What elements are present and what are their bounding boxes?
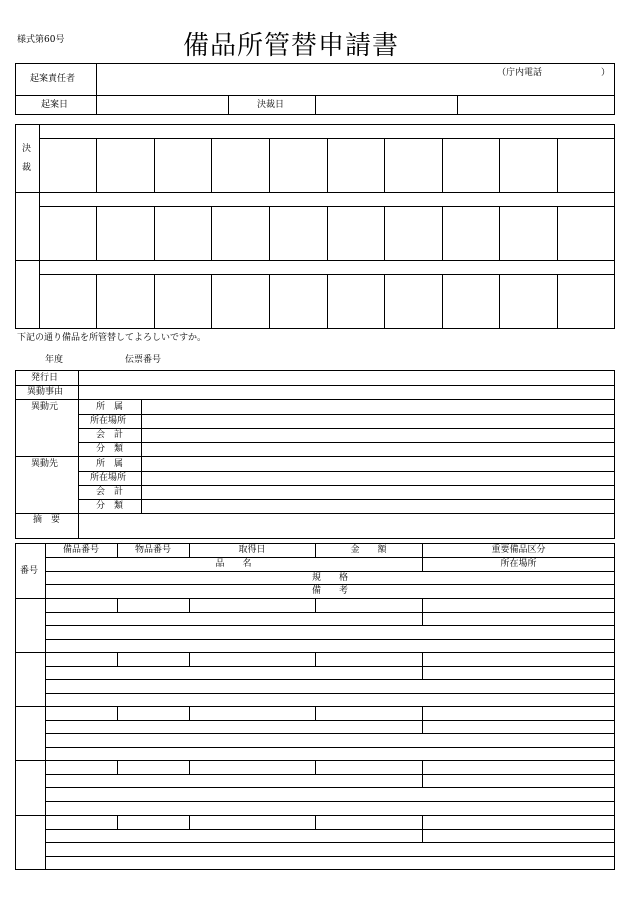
approval-stamp-cell[interactable]	[443, 275, 498, 327]
item-remarks-cell[interactable]	[46, 640, 614, 651]
origin-category-label: 分 類	[96, 444, 124, 454]
item-acquired-cell[interactable]	[190, 761, 314, 773]
approval-label-2: 裁	[22, 163, 32, 173]
item-number-cell[interactable]	[16, 816, 44, 868]
item-name-cell[interactable]	[46, 830, 421, 841]
summary-label: 摘 要	[33, 515, 61, 525]
item-equipment-no-cell[interactable]	[46, 761, 116, 773]
item-amount-cell[interactable]	[316, 653, 421, 665]
item-name-header: 品 名	[215, 559, 252, 569]
item-acquired-cell[interactable]	[190, 653, 314, 665]
origin-location-label: 所在場所	[90, 416, 127, 426]
origin-label: 異動元	[31, 402, 59, 412]
approval-stamp-cell[interactable]	[558, 139, 614, 191]
item-name-cell[interactable]	[46, 667, 421, 678]
item-remarks-cell[interactable]	[46, 748, 614, 759]
origin-location-field[interactable]	[142, 415, 614, 427]
voucher-number-label: 伝票番号	[125, 355, 162, 365]
item-name-cell[interactable]	[46, 775, 421, 786]
decision-date-field[interactable]	[316, 96, 456, 114]
approval-stamp-cell[interactable]	[328, 275, 383, 327]
item-equipment-no-cell[interactable]	[46, 707, 116, 719]
approval-stamp-cell[interactable]	[155, 207, 210, 259]
extra-field[interactable]	[458, 96, 614, 114]
approval-stamp-cell[interactable]	[500, 139, 556, 191]
item-article-no-cell[interactable]	[118, 707, 188, 719]
approval-stamp-cell[interactable]	[155, 139, 210, 191]
approval-stamp-cell[interactable]	[97, 139, 153, 191]
spec-header: 規 格	[311, 573, 348, 583]
approval-label-1: 決	[22, 144, 32, 154]
approval-stamp-cell[interactable]	[328, 139, 383, 191]
issue-date-field[interactable]	[79, 371, 614, 384]
approval-stamp-cell[interactable]	[97, 207, 153, 259]
item-location-cell[interactable]	[423, 613, 614, 624]
item-acquired-cell[interactable]	[190, 707, 314, 719]
items-number-header: 番号	[20, 566, 39, 576]
item-location-cell[interactable]	[423, 667, 614, 678]
approval-stamp-cell[interactable]	[270, 207, 326, 259]
dest-location-label: 所在場所	[90, 473, 127, 483]
item-name-cell[interactable]	[46, 721, 421, 732]
item-spec-cell[interactable]	[46, 843, 614, 855]
remarks-header: 備 考	[311, 586, 348, 596]
approval-stamp-cell[interactable]	[558, 275, 614, 327]
summary-field[interactable]	[79, 514, 614, 538]
item-number-cell[interactable]	[16, 599, 44, 651]
origin-dept-label: 所 属	[96, 402, 124, 412]
item-location-cell[interactable]	[423, 721, 614, 732]
fiscal-year-label: 年度	[45, 355, 64, 365]
dest-accounting-label: 会 計	[96, 487, 124, 497]
item-article-no-cell[interactable]	[118, 816, 188, 828]
decision-date-label: 決裁日	[257, 100, 285, 110]
approval-stamp-cell[interactable]	[443, 207, 498, 259]
item-number-cell[interactable]	[16, 707, 44, 759]
item-class-cell[interactable]	[423, 707, 614, 719]
item-equipment-no-cell[interactable]	[46, 816, 116, 828]
item-remarks-cell[interactable]	[46, 802, 614, 813]
issue-date-label: 発行日	[31, 373, 59, 383]
approval-stamp-cell[interactable]	[212, 207, 268, 259]
location-header: 所在場所	[500, 559, 537, 569]
dest-accounting-field[interactable]	[142, 486, 614, 498]
form-number: 様式第60号	[17, 35, 65, 45]
approval-stamp-cell[interactable]	[558, 207, 614, 259]
approval-stamp-cell[interactable]	[500, 207, 556, 259]
acquired-header: 取得日	[238, 545, 266, 555]
approval-stamp-cell[interactable]	[40, 139, 95, 191]
origin-accounting-field[interactable]	[142, 429, 614, 441]
item-equipment-no-cell[interactable]	[46, 599, 116, 611]
item-amount-cell[interactable]	[316, 707, 421, 719]
approval-stamp-cell[interactable]	[40, 207, 95, 259]
draft-date-field[interactable]	[97, 96, 227, 114]
amount-header: 金 額	[350, 545, 387, 555]
destination-label: 異動先	[31, 459, 59, 469]
dest-dept-label: 所 属	[96, 459, 124, 469]
dest-location-field[interactable]	[142, 472, 614, 484]
approval-stamp-cell[interactable]	[155, 275, 210, 327]
article-no-header: 物品番号	[134, 545, 171, 555]
item-amount-cell[interactable]	[316, 816, 421, 828]
dest-dept-field[interactable]	[142, 457, 614, 470]
equipment-no-header: 備品番号	[62, 545, 99, 555]
item-article-no-cell[interactable]	[118, 653, 188, 665]
item-equipment-no-cell[interactable]	[46, 653, 116, 665]
draft-date-label: 起案日	[41, 100, 69, 110]
page-title: 備品所管替申請書	[183, 31, 400, 61]
phone-label: （庁内電話	[497, 68, 543, 78]
item-spec-cell[interactable]	[46, 680, 614, 692]
item-remarks-cell[interactable]	[46, 857, 614, 868]
item-class-cell[interactable]	[423, 761, 614, 773]
phone-close: ）	[601, 68, 611, 78]
item-class-cell[interactable]	[423, 653, 614, 665]
dest-category-label: 分 類	[96, 501, 124, 511]
item-article-no-cell[interactable]	[118, 761, 188, 773]
origin-category-field[interactable]	[142, 443, 614, 455]
item-location-cell[interactable]	[423, 830, 614, 841]
item-number-cell[interactable]	[16, 761, 44, 813]
item-article-no-cell[interactable]	[118, 599, 188, 611]
item-name-cell[interactable]	[46, 613, 421, 624]
origin-dept-field[interactable]	[142, 400, 614, 413]
item-remarks-cell[interactable]	[46, 694, 614, 705]
approval-stamp-cell[interactable]	[270, 275, 326, 327]
reason-field[interactable]	[79, 386, 614, 398]
item-class-cell[interactable]	[423, 816, 614, 828]
dest-category-field[interactable]	[142, 500, 614, 512]
statement: 下記の通り備品を所管替してよろしいですか。	[17, 333, 207, 343]
approval-stamp-cell[interactable]	[328, 207, 383, 259]
approval-stamp-cell[interactable]	[97, 275, 153, 327]
reason-label: 異動事由	[27, 387, 64, 397]
item-number-cell[interactable]	[16, 653, 44, 705]
approval-stamp-cell[interactable]	[385, 139, 441, 191]
drafter-label: 起案責任者	[30, 74, 76, 84]
approval-stamp-cell[interactable]	[212, 139, 268, 191]
origin-accounting-label: 会 計	[96, 430, 124, 440]
approval-stamp-cell[interactable]	[270, 139, 326, 191]
item-acquired-cell[interactable]	[190, 599, 314, 611]
item-spec-cell[interactable]	[46, 788, 614, 800]
item-amount-cell[interactable]	[316, 761, 421, 773]
item-spec-cell[interactable]	[46, 734, 614, 746]
item-spec-cell[interactable]	[46, 626, 614, 638]
item-location-cell[interactable]	[423, 775, 614, 786]
approval-stamp-cell[interactable]	[385, 275, 441, 327]
drafter-field[interactable]	[97, 64, 614, 94]
approval-stamp-cell[interactable]	[385, 207, 441, 259]
approval-stamp-cell[interactable]	[443, 139, 498, 191]
approval-stamp-cell[interactable]	[40, 275, 95, 327]
important-class-header: 重要備品区分	[491, 545, 546, 555]
approval-stamp-cell[interactable]	[212, 275, 268, 327]
item-amount-cell[interactable]	[316, 599, 421, 611]
approval-stamp-cell[interactable]	[500, 275, 556, 327]
item-acquired-cell[interactable]	[190, 816, 314, 828]
item-class-cell[interactable]	[423, 599, 614, 611]
